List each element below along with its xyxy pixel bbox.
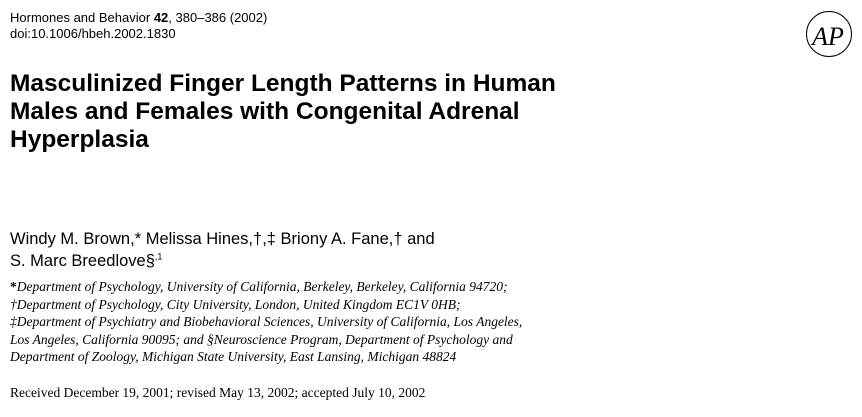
title-line: Hyperplasia <box>10 126 149 153</box>
author-name: S. Marc Breedlove§ <box>10 252 155 270</box>
affiliation-line: ‡Department of Psychiatry and Biobehavioral Sciences, University of California, Los Angeles, <box>10 314 523 329</box>
journal-citation <box>10 10 267 42</box>
affiliation-line <box>10 278 522 296</box>
affiliation-mark: * <box>10 279 17 294</box>
author-name: Melissa Hines, <box>145 230 254 248</box>
author-name: Briony A. Fane,† and <box>280 230 435 248</box>
title-line: Males and Females with Congenital Adrenal <box>10 98 520 125</box>
author-marks: †,‡ <box>253 230 276 248</box>
journal-name: Hormones and Behavior <box>10 10 151 25</box>
article-history: Received December 19, 2001; revised May 13, 2002; accepted July 10, 2002 <box>10 385 426 400</box>
affiliation-line: Los Angeles, California 90095; and §Neuroscience Program, Department of Psychology and <box>10 331 513 347</box>
article-title <box>10 70 730 154</box>
affiliation-text: Department of Psychology, University of California, Berkeley, Berkeley, California 94720; <box>16 279 508 294</box>
publisher-logo-text: AP <box>812 22 844 51</box>
author-name: Windy M. Brown,* <box>10 230 142 248</box>
author-footnote-mark: ,1 <box>154 251 163 262</box>
publisher-logo <box>806 11 852 57</box>
author-line <box>10 250 435 272</box>
author-line <box>10 228 435 250</box>
affiliation-line: Department of Zoology, Michigan State University, East Lansing, Michigan 48824 <box>10 349 457 364</box>
affiliations <box>10 278 522 366</box>
journal-line <box>10 10 267 26</box>
journal-volume: 42 <box>153 10 169 25</box>
title-line: Masculinized Finger Length Patterns in Human <box>10 70 556 97</box>
publisher-logo-icon <box>807 12 853 58</box>
affiliation-line: †Department of Psychology, City University, London, United Kingdom EC1V 0HB; <box>10 296 461 312</box>
author-list <box>10 228 435 272</box>
journal-pages: , 380–386 (2002) <box>168 10 268 25</box>
journal-doi: doi:10.1006/hbeh.2002.1830 <box>10 26 176 41</box>
